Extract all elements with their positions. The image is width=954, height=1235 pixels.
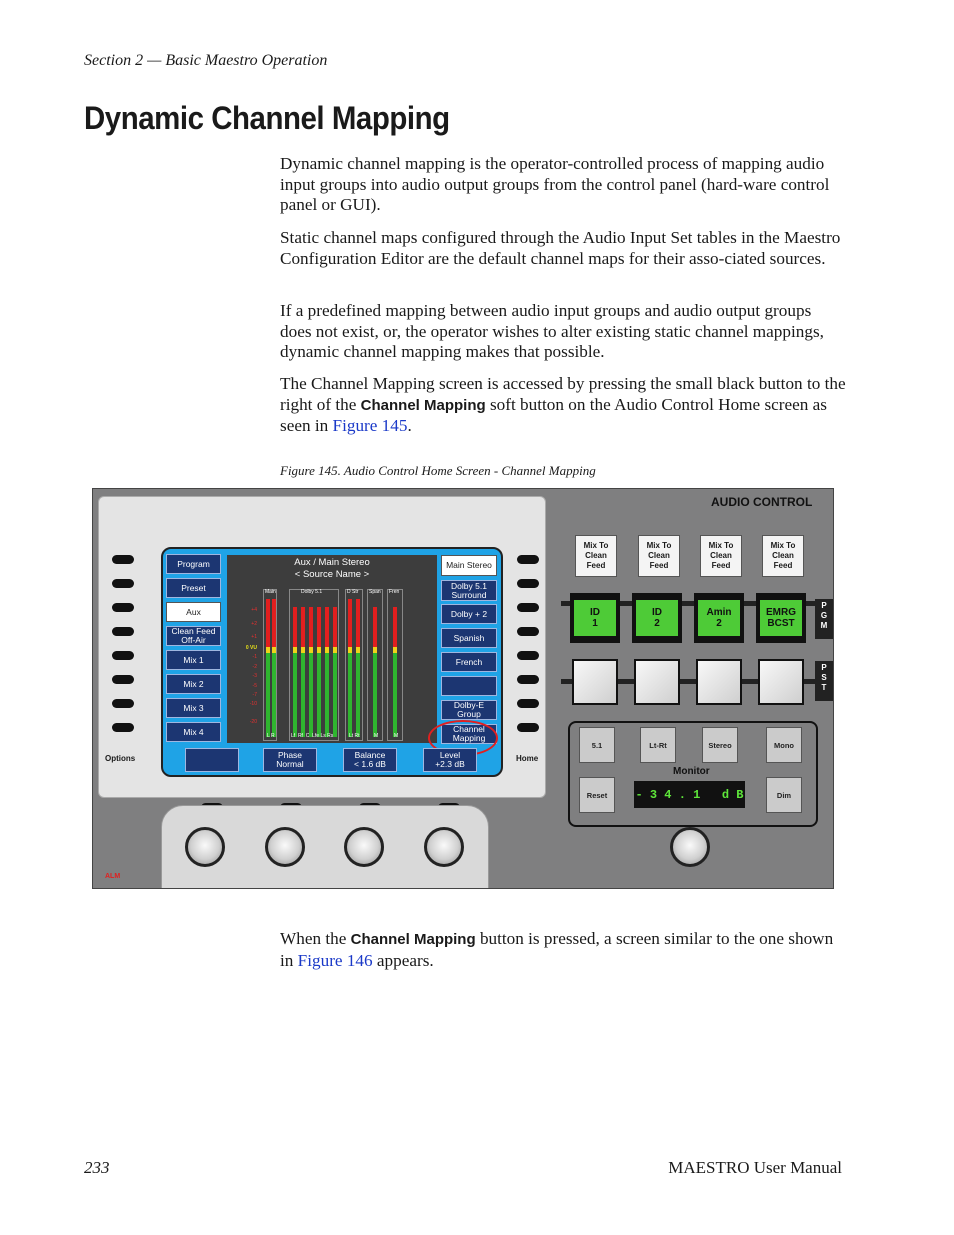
pst-label: P S T <box>815 661 833 701</box>
meter-display <box>227 555 437 743</box>
dolby-e-group-button[interactable]: Dolby-E Group <box>441 700 497 720</box>
level-display: - 3 4 . 1 d B <box>634 781 745 808</box>
knob[interactable] <box>424 827 464 867</box>
scale-tick: 0 VU <box>245 645 257 651</box>
scale-tick: -3 <box>252 673 257 679</box>
mix-to-clean-feed-button[interactable]: Mix To Clean Feed <box>575 535 617 577</box>
options-label: Options <box>105 754 136 763</box>
level-line2: +2.3 dB <box>435 759 465 769</box>
paragraph-4-text-a: The Channel Mapping screen is accessed by pressing the small black button to the right of the <box>280 374 846 414</box>
meter-bar <box>309 607 313 737</box>
channel-label: L R <box>267 733 275 739</box>
pst-button-frame <box>572 659 618 705</box>
pgm-label: P G M <box>815 599 833 639</box>
mix-1-button[interactable]: Mix 1 <box>166 650 221 670</box>
side-button <box>517 579 539 588</box>
paragraph-5 <box>280 929 846 971</box>
aux-button[interactable]: Aux <box>166 602 221 622</box>
phase-line1: Phase <box>277 750 303 760</box>
meter-bar <box>266 599 270 737</box>
paragraph-5-text-d: appears. <box>372 950 434 970</box>
channel-label: M <box>374 733 379 739</box>
program-button[interactable]: Program <box>166 554 221 574</box>
pst-button[interactable] <box>574 661 616 703</box>
dolby-plus-2-button[interactable]: Dolby + 2 <box>441 604 497 624</box>
monitor-label: Monitor <box>673 766 710 777</box>
paragraph-1: Dynamic channel mapping is the operator-controlled process of mapping audio input groups into audio output groups from the control panel (hard-ware control panel or GUI). <box>280 154 830 214</box>
figure-145-link[interactable]: Figure 145 <box>332 416 408 435</box>
side-button <box>112 651 134 660</box>
balance-line2: < 1.6 dB <box>354 759 386 769</box>
phase-soft-button-label <box>276 751 303 769</box>
balance-soft-button-label <box>354 751 386 769</box>
scale-tick: -10 <box>249 701 257 707</box>
french-button[interactable]: French <box>441 652 497 672</box>
pgm-button-frame <box>570 593 620 643</box>
mix-to-clean-feed-button[interactable]: Mix To Clean Feed <box>700 535 742 577</box>
paragraph-2: Static channel maps configured through the Audio Input Set tables in the Maestro Configuration Editor are the default channel maps for their asso-ciated sources. <box>280 228 841 268</box>
side-button <box>112 627 134 636</box>
lcd-subtitle: < Source Name > <box>294 569 370 580</box>
amin-2-button[interactable]: Amin 2 <box>698 600 740 636</box>
monitor-mono-button[interactable]: Mono <box>766 727 802 763</box>
id-2-button[interactable]: ID 2 <box>636 600 678 636</box>
level-line1: Level <box>439 750 461 760</box>
clean-feed-off-air-button[interactable]: Clean Feed Off-Air <box>166 626 221 646</box>
paragraph-5-text-a: When the <box>280 929 351 948</box>
group-label: Dolby 5.1 <box>301 589 323 595</box>
pst-button[interactable] <box>698 661 740 703</box>
monitor-lt-rt-button[interactable]: Lt-Rt <box>640 727 676 763</box>
side-button <box>517 555 539 564</box>
meter-bar <box>356 599 360 737</box>
meter-bar <box>325 607 329 737</box>
paragraph-4 <box>280 374 846 437</box>
touch-screen <box>161 547 503 777</box>
side-button <box>517 723 539 732</box>
pgm-button-frame <box>694 593 744 643</box>
knob[interactable] <box>344 827 384 867</box>
id-1-button[interactable]: ID 1 <box>574 600 616 636</box>
scale-tick: -7 <box>252 692 257 698</box>
mix-4-button[interactable]: Mix 4 <box>166 722 221 742</box>
touch-screen-bezel <box>98 496 546 798</box>
meter-bar <box>373 607 377 737</box>
dolby-51-surround-button[interactable]: Dolby 5.1 Surround <box>441 580 497 601</box>
group-label: Span <box>369 589 381 595</box>
scale-tick: +4 <box>251 607 257 613</box>
channel-label: Lf Rf C Lfe Ls Rs <box>291 733 334 739</box>
preset-button[interactable]: Preset <box>166 578 221 598</box>
side-button <box>517 699 539 708</box>
pgm-button-frame <box>632 593 682 643</box>
audio-control-panel-figure <box>92 488 834 889</box>
page-title: Dynamic Channel Mapping <box>84 100 450 136</box>
side-button <box>517 675 539 684</box>
pst-button-frame <box>758 659 804 705</box>
reset-button[interactable]: Reset <box>579 777 615 813</box>
audio-control-label: AUDIO CONTROL <box>711 495 813 509</box>
monitor-stereo-button[interactable]: Stereo <box>702 727 738 763</box>
paragraph-3: If a predefined mapping between audio input groups and audio output groups does not exist, or, the operator wishes to alter existing static channel mappings, dynamic channel mapping makes that possible. <box>280 301 824 361</box>
spanish-button[interactable]: Spanish <box>441 628 497 648</box>
group-label: Main <box>265 589 276 595</box>
balance-line1: Balance <box>354 750 386 760</box>
lcd-title: Aux / Main Stereo <box>294 557 370 568</box>
home-label: Home <box>516 754 539 763</box>
knob[interactable] <box>265 827 305 867</box>
mix-to-clean-feed-button[interactable]: Mix To Clean Feed <box>762 535 804 577</box>
meter-bar <box>293 607 297 737</box>
meter-bar <box>317 607 321 737</box>
side-button <box>517 603 539 612</box>
scale-tick: +1 <box>251 634 257 640</box>
phase-line2: Normal <box>276 759 304 769</box>
emrg-bcst-button[interactable]: EMRG BCST <box>760 600 802 636</box>
scale-tick: -2 <box>252 664 257 670</box>
group-label: D Str <box>347 589 359 595</box>
figure-146-link[interactable]: Figure 146 <box>297 950 373 970</box>
alm-label: ALM <box>105 873 121 880</box>
side-button <box>517 627 539 636</box>
side-button <box>112 723 134 732</box>
figure-caption: Figure 145. Audio Control Home Screen - Channel Mapping <box>280 463 596 478</box>
side-button <box>112 699 134 708</box>
side-button <box>112 675 134 684</box>
scale-tick: -1 <box>252 654 257 660</box>
level-soft-button-label <box>435 751 465 769</box>
monitor-51-button[interactable]: 5.1 <box>579 727 615 763</box>
channel-mapping-term: Channel Mapping <box>350 931 476 948</box>
mix-2-button[interactable]: Mix 2 <box>166 674 221 694</box>
paragraph-5-text-c: button is pressed, a screen similar to the one shown in <box>280 929 834 970</box>
section-header: Section 2 — Basic Maestro Operation <box>84 52 328 69</box>
scale-tick: -5 <box>252 683 257 689</box>
channel-mapping-term: Channel Mapping <box>360 396 486 414</box>
group-label: Fren <box>389 589 400 595</box>
pgm-button-frame <box>756 593 806 643</box>
page-number: 233 <box>84 1158 110 1177</box>
meter-bar <box>301 607 305 737</box>
mix-to-clean-feed-button[interactable]: Mix To Clean Feed <box>638 535 680 577</box>
channel-mapping-button[interactable]: Channel Mapping <box>441 724 497 744</box>
side-button <box>112 555 134 564</box>
mix-3-button[interactable]: Mix 3 <box>166 698 221 718</box>
side-button <box>112 603 134 612</box>
meter-bar <box>348 599 352 737</box>
scale-tick: -20 <box>249 719 257 725</box>
manual-title: MAESTRO User Manual <box>668 1158 842 1177</box>
dim-button[interactable]: Dim <box>766 777 802 813</box>
side-button <box>112 579 134 588</box>
monitor-knob[interactable] <box>670 827 710 867</box>
balance-soft-button[interactable] <box>343 748 397 772</box>
channel-label: Lt Rt <box>349 733 360 739</box>
blank-soft-button[interactable] <box>185 748 239 772</box>
knob[interactable] <box>185 827 225 867</box>
pst-button[interactable] <box>760 661 802 703</box>
side-button <box>517 651 539 660</box>
paragraph-4-text-d: . <box>407 416 412 435</box>
main-stereo-button[interactable]: Main Stereo <box>441 555 497 576</box>
level-soft-button[interactable] <box>423 748 477 772</box>
phase-soft-button[interactable] <box>263 748 317 772</box>
pst-button-frame <box>696 659 742 705</box>
paragraph-4-text-c: soft button on the Audio Control Home screen as seen in <box>280 394 827 435</box>
pst-button[interactable] <box>636 661 678 703</box>
meter-bar <box>393 607 397 737</box>
pst-button-frame <box>634 659 680 705</box>
scale-tick: +2 <box>251 621 257 627</box>
meter-bar <box>333 607 337 737</box>
meter-bar <box>272 599 276 737</box>
channel-label: M <box>394 733 399 739</box>
blank-button[interactable] <box>441 676 497 696</box>
